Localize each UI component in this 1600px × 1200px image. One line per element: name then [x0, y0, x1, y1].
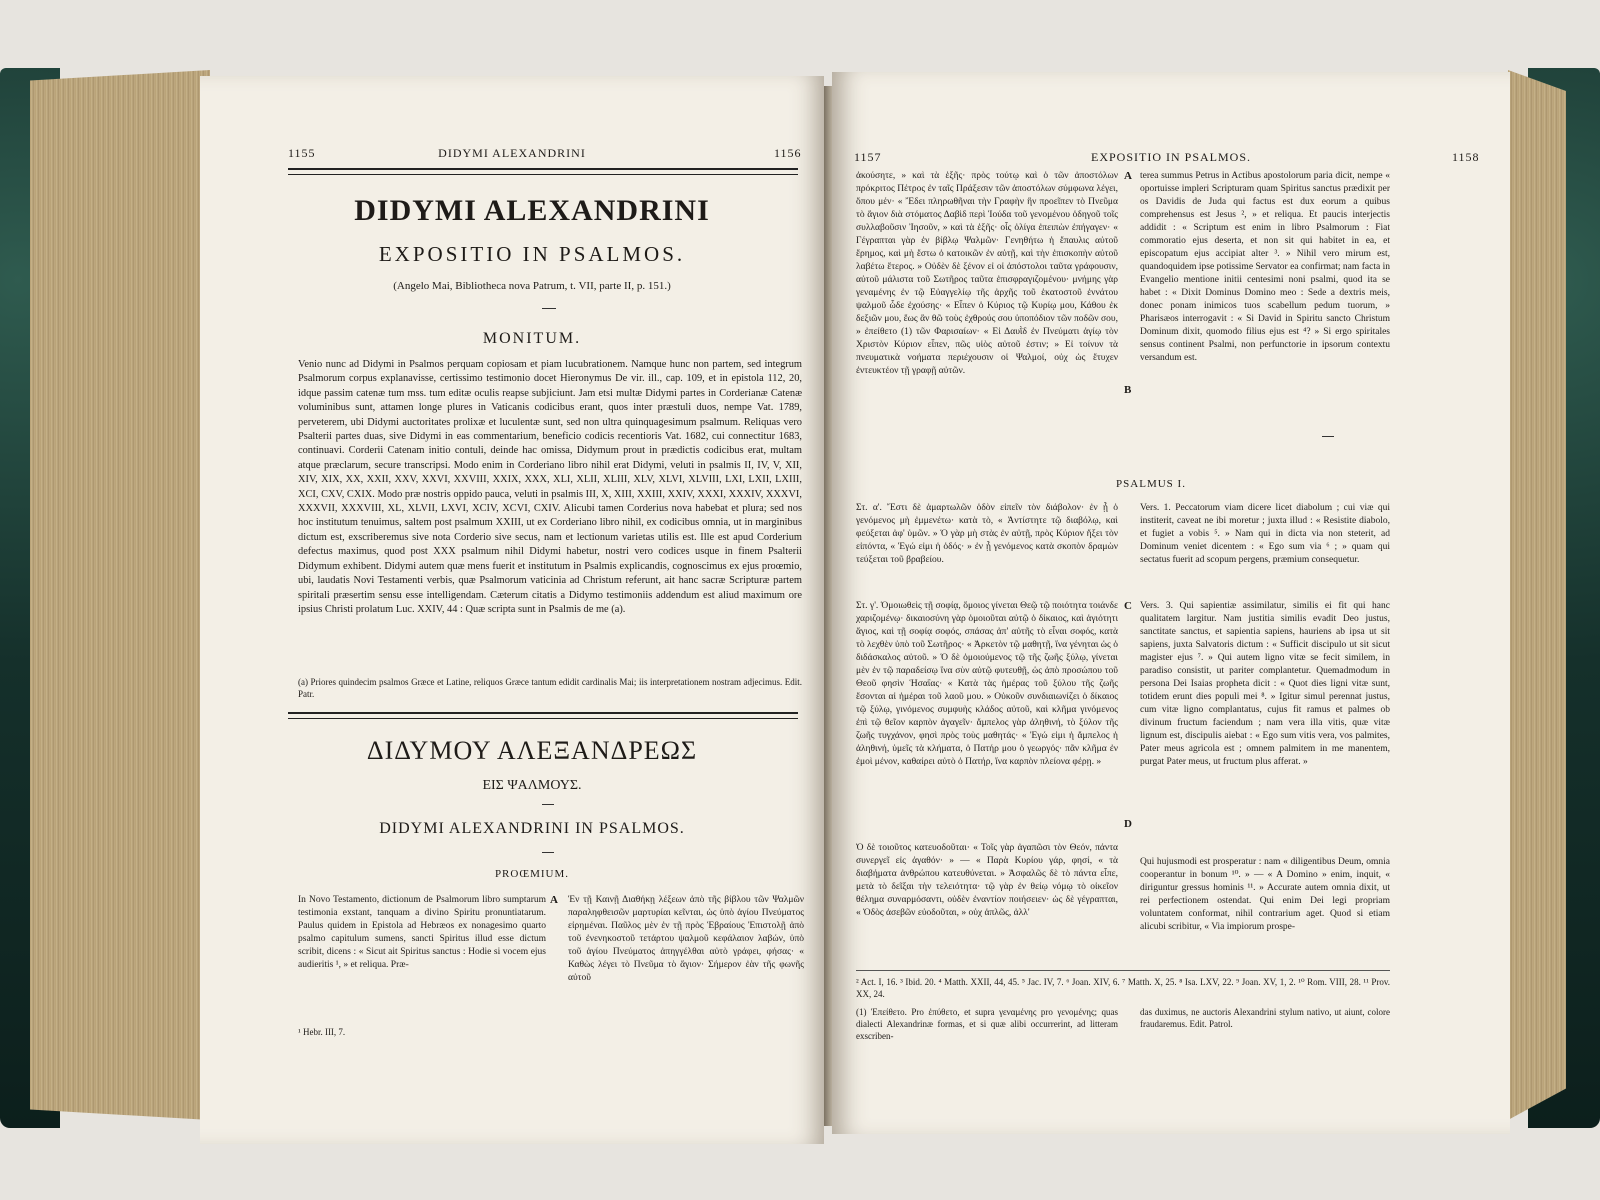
page-number-left: 1155 [288, 146, 316, 160]
right-page [832, 72, 1510, 1134]
latin-after-text: Qui hujusmodi est prosperatur : nam « diligentibus Deum, omnia cooperantur in bonum ¹⁰. » — « A Domino » enim, inquit, « diriguntur gressus hominis ¹¹. » Accurate autem omnia dixit, ut rei perfectionem ostendat. Qui enim Dei legi propriam voluntatem conformat, nihil contrarium aget. Quod si etiam alicubi scribitur, « Via impiorum prospe- [1140, 857, 1390, 932]
greek-top-text: ἀκούσητε, » καὶ τὰ ἑξῆς· πρὸς τούτῳ καὶ ὁ τῶν ἀποστόλων πρόκριτος Πέτρος ἐν ταῖς Πράξεσιν τῶν ἀποστόλων σύμφωνα λέγει, ὅπου μέν· « Ἔδει πληρωθῆναι τὴν Γραφὴν ἣν προεῖπεν τὸ Πνεῦμα τὸ ἅγιον διὰ στόματος Δαβὶδ περὶ Ἰούδα τοῦ γενομένου ὁδηγοῦ τοῖς συλλαβοῦσιν Ἰησοῦν, » καὶ τὰ ἑξῆς· οἷς ὀλίγα ἐπειπὼν ἐπήγαγεν· « Γέγραπται γὰρ ἐν βίβλῳ Ψαλμῶν· Γενηθήτω ἡ ἔπαυλις αὐτοῦ ἔρημος, καὶ μὴ ἔστω ὁ κατοικῶν ἐν αὐτῇ, καὶ τὴν ἐπισκοπὴν αὐτοῦ λαβέτω ἕτερος. » Οὐδὲν δὲ ξένον εἰ οἱ ἀπόστολοι ταῦτα γράφουσιν, αὐτοῦ μάλιστα τοῦ Σωτῆρος ταῦτα ἐπισφραγιζομένου· μνήμης γὰρ γεναμένης ἐν τῷ Εὐαγγελίῳ τῆς ἀρχῆς τοῦ ἑκατοστοῦ ἐννάτου ψαλμοῦ ὧδε ἐχούσης· « Εἶπεν ὁ Κύριος τῷ Κυρίῳ μου, Κάθου ἐκ δεξιῶν μου, ἕως ἂν θῶ τοὺς ἐχθρούς σου ὑποπόδιον τῶν ποδῶν σου, » ἐπείθετο (1) τῶν Φαρισαίων· « Εἰ Δαυῒδ ἐν Πνεύματι ἁγίῳ τὸν Χριστὸν Κύριον εἶπεν, πῶς υἱὸς αὐτοῦ ἐστιν; » Εἰ τοίνυν τὰ πνευματικὰ νοήματα περιέχουσιν οἱ Ψαλμοί, οὐχ ὡς ἔτυχεν ἐντευκτέον τῇ γραφῇ αὐτῶν. [856, 171, 1118, 376]
margin-letter-b: B [1124, 384, 1132, 396]
margin-letter-d: D [1124, 818, 1132, 830]
divider-dash [1322, 436, 1334, 437]
source-citation: (Angelo Mai, Bibliotheca nova Patrum, t. VII, parte II, p. 151.) [393, 280, 671, 292]
page-edges-right [1508, 70, 1566, 1120]
page-number-right: 1158 [1452, 150, 1480, 164]
running-title: DIDYMI ALEXANDRINI [438, 146, 586, 160]
prooemium-heading: PROŒMIUM. [494, 868, 570, 880]
bottom-note-right: das duximus, ne auctoris Alexandrini stylum nativo, ut aiunt, colore fraudaremus. Edit. Patrol. [1140, 1007, 1390, 1029]
psalm-heading: PSALMUS I. [1116, 478, 1186, 490]
greek-verse-1: Στ. α'. Ἔστι δὲ ἁμαρτωλῶν ὁδὸν εἰπεῖν τὸν διάβολον· ἐν ᾗ ὁ γενόμενος μὴ ἐμμενέτω· κατὰ τὸ, « Ἀντίστητε τῷ διαβόλῳ, καὶ φεύξεται ἀφ' ὑμῶν. » Ὁ γὰρ μὴ στὰς ἐν αὐτῇ, πρὸς Κύριον ἥξει τὸν εἰπόντα, « Ἐγώ εἰμι ἡ ὁδός· » ἐν ᾗ γενόμενος κατὰ σκοπὸν δραμὼν τεύξεται τοῦ βραβείου. [856, 503, 1118, 565]
page-edges-left [30, 70, 210, 1120]
prooemium-latin: In Novo Testamento, dictionum de Psalmorum libro sumptarum testimonia exstant, tanquam a divino Spiritu pronuntiatarum. Paulus quidem in Epistola ad Hebræos ex nonagesimo quarto psalmo capitulum sumens, sancti Spiritus illud esse dictum scribit, dicens : « Sicut ait Spiritus sanctus : Hodie si vocem ejus audieritis ¹, » et reliqua. Præ- [298, 895, 546, 970]
footnote-rule [856, 970, 1390, 971]
latin-title: DIDYMI ALEXANDRINI IN PSALMOS. [379, 820, 685, 837]
latin-verse-1: Vers. 1. Peccatorum viam dicere licet diabolum ; cui viæ qui institerit, caveat ne ibi moretur ; juxta illud : « Resistite diabolo, et fugiet a vobis ⁵. » Nam qui in dicta via non steterit, ad Dominum veniet dicentem : « Ego sum via ⁶ ; » quam qui sectatus fuerit ad scopum pergens, præmium consequetur. [1140, 503, 1390, 565]
main-subtitle: EXPOSITIO IN PSALMOS. [378, 242, 686, 266]
monitum-footnote: (a) Priores quindecim psalmos Græce et Latine, reliquos Græce tantum edidit cardinalis Mai; iis interpretationem nostram adjecimus. Edit. Patr. [298, 677, 802, 699]
section-rule [288, 712, 798, 719]
greek-title: ΔΙΔΥΜΟΥ ΑΛΕΞΑΝΔΡΕΩΣ [366, 736, 698, 765]
greek-after-text: Ὁ δὲ τοιοῦτος κατευοδοῦται· « Τοῖς γὰρ ἀγαπῶσι τὸν Θεόν, πάντα συνεργεῖ εἰς ἀγαθόν· » — « Παρὰ Κυρίου γάρ, φησί, « τὰ διαβήματα ἀνθρώπου κατευθύνεται. » Ἀσφαλῶς δὲ τὸ πάντα εἶπε, μετὰ τὸ δεῖξαι τὴν τελειότητα· τῷ γὰρ ἐν θείῳ νόμῳ τὸ οἰκεῖον θέλημα συναρμόσαντι, οὐδὲν ἐναντίον ποιήσειεν· ὡς δὲ γέγραπται, « Ὁδὸς ἀσεβῶν εὐοδοῦται, » οὐχ ἁπλῶς, ἀλλ' [856, 843, 1118, 918]
left-page [200, 76, 824, 1144]
margin-letter-a: A [1124, 170, 1132, 182]
page-number-left: 1157 [854, 150, 882, 164]
divider-dash [542, 852, 554, 853]
greek-subtitle: ΕΙΣ ΨΑΛΜΟΥΣ. [482, 778, 582, 793]
margin-letter-a: A [550, 894, 558, 906]
latin-verse-3: Vers. 3. Qui sapientiæ assimilatur, similis ei fit qui hanc qualitatem largitur. Nam justitia similis evadit Deo justus, sanctitate sanctus, et sapientia sapiens, hauriens ab ipsa ut sit sapiens, juxta Salvatoris dictum : « Sufficit discipulo ut sit sicut magister ejus ⁷. » Qui autem ligno vitæ se fecit similem, in paradiso consistit, ut pariter complantetur. Quemadmodum in persona Dei Isaias propheta dicit : « Quot dies ligni vitæ sunt, totidem erunt dies populi mei ⁸. » Igitur simul perennat justus, cum vitæ ligno complantatus, cujus fit ramus et palmes ob divinum fructum faciendum ; nam vera illa vitis, quæ vitæ lignum est, discipulis aiebat : « Ego sum vitis vera, vos palmites, Pater meus agricola est ; omnem palmitem in me manentem, purgat Pater meus, ut fructum plus afferat. » [1140, 601, 1390, 767]
header-rule [288, 168, 798, 175]
footnotes: ² Act. I, 16. ³ Ibid. 20. ⁴ Matth. XXII, 44, 45. ⁵ Jac. IV, 7. ⁶ Joan. XIV, 6. ⁷ Matth. X, 25. ⁸ Isa. LXV, 22. ⁹ Joan. XV, 1, 2. ¹⁰ Rom. VIII, 28. ¹¹ Prov. XX, 24. [856, 977, 1390, 999]
greek-verse-3: Στ. γ'. Ὁμοιωθεὶς τῇ σοφίᾳ, ὅμοιος γίνεται Θεῷ τῷ ποιότητα τοιάνδε χαριζομένῳ· δικαιοσύνη γὰρ ὁμοιοῦται αὐτῷ ὁ δίκαιος, καὶ ἁγιότητι ἅγιος, καὶ τῇ σοφίᾳ σοφός, σπάσας ἀπ' αὐτῆς τὸ εἶναι σοφός, κατὰ τὸ λεχθὲν ὑπὸ τοῦ Σωτῆρος· « Ἀρκετὸν τῷ μαθητῇ, ἵνα γένηται ὡς ὁ διδάσκαλος αὐτοῦ. » Ὁ δὲ ὁμοιούμενος τῷ τῆς ζωῆς ξύλῳ, γίνεται μὲν ἐν τῷ παραδείσῳ ἵνα σὺν αὐτῷ φυτευθῇ, ὡς ἀπὸ προσώπου τοῦ Θεοῦ φησὶν Ἡσαΐας· « Κατὰ τὰς ἡμέρας τοῦ ξύλου τῆς ζωῆς ἔσονται αἱ ἡμέραι τοῦ λαοῦ μου. » Οὐκοῦν συνδιαιωνίζει ὁ δίκαιος τῷ ξύλῳ, γινόμενος συμφυὴς κλάδος αὐτοῦ, καὶ κλῆμα γινόμενος ἐπὶ τῷ θεῖον καρπὸν ἀγαγεῖν· ἄμπελος γὰρ ἀληθινή, τὸ ξύλον τῆς ζωῆς τυγχάνον, φησὶ πρὸς τοὺς μαθητάς· « Ἐγώ εἰμι ἡ ἄμπελος ἡ ἀληθινή, ὑμεῖς τὰ κλήματα, ὁ Πατήρ μου ὁ γεωργός· πᾶν κλῆμα ἐν ἐμοὶ μένον, καθαίρει αὐτὸ ὁ Πατήρ, ἵνα καρπὸν πλείονα φέρῃ. » [856, 601, 1118, 767]
main-title: DIDYMI ALEXANDRINI [354, 194, 710, 227]
margin-letter-c: C [1124, 600, 1132, 612]
monitum-text: Venio nunc ad Didymi in Psalmos perquam copiosam et piam lucubrationem. Namque hunc non partem, sed integrum Psalmorum corpus explanavisse, certissimo testimonio docet Hieronymus De vir. ill., cap. 109, et in epistola 112, 20, idque passim catenæ tum mss. tum editæ oculis reapse subjiciunt. Jam etsi multæ Didymi partes in Corderianæ Catenæ voluminibus sunt, attamen longe plures in Vaticanis codicibus erant, quos inter præstuli duos, nempe Vat. 1789, perveterem, ubi Didymi auctoritates prolixæ et luculentæ sunt, sed non ultra quinquagesimum psalmum. Reliquas vero Psalterii partes duas, sive Didymi in eas commentarium, beneficio codicis recentioris Vat. 1682, cui connectitur 1683, continuavi. Corderii Catenam initio contuli, deinde hac omissa, Didymum prout in prædictis codicibus erat, multam atque præclarum, secure transcripsi. Modo enim in Corderiano libro nihil erat Didymi, veluti in psalmis II, IV, V, XII, XIV, XIX, XX, XXII, XXV, XXVI, XXVIII, XXIX, XXX, XLI, XLII, XLIII, XLV, XLVI, XLVIII, LXI, LXII, LXIII, XCI, CXV, CXIX. Modo præ nostris oppido pauca, veluti in psalmis III, X, XIII, XXIII, XXIV, XXXI, XXXIV, XXXVI, XXXVII, XXXVIII, XL, XLVII, LXVI, XCIV, XCVI, CXIV. Alicubi tamen Corderius nova habebat et plura; sed nos hoc institutum tenuimus, saltem post psalmum XXIII, ut ex Corderiano libro nihil, ex codicibus omnia, ut in marginibus dictum est, exscriberemus sive nota Corderio sive secus, nam et lectionum varietas utilis est. Ille est apud Corderium defectus maximus, quod post XXX psalmum nihil Didymi habetur, nostri vero codices usque in finem Psalterii Didymum exhibent. Didymi autem quæ mens fuerit et institutum in Psalmis explicandis, cognoscimus ex ejus proœmio, ubi, laudatis Novi Testamenti verbis, quæ Psalmorum vaticinia ad Christum referunt, ait hanc sacræ Scripturæ partem spiritali præsertim sensu esse intelligendam. Cæterum citatis a Didymo testimoniis addendum est aliud maximum ore ipsius Christi prolatum Luc. XXIV, 44 : Quæ scripta sunt in Psalmis de me (a). [298, 359, 802, 615]
prooemium-greek: Ἐν τῇ Καινῇ Διαθήκῃ λέξεων ἀπὸ τῆς βίβλου τῶν Ψαλμῶν παραληφθεισῶν μαρτυρίαι κεῖνται, ὡς ὑπὸ ἁγίου Πνεύματος εἰρημέναι. Παῦλος μὲν ἐν τῇ πρὸς Ἑβραίους Ἐπιστολῇ ἀπὸ τοῦ ἐνενηκοστοῦ τετάρτου ψαλμοῦ κεφάλαιον λαβών, ὑπὸ τοῦ ἁγίου Πνεύματος ἀπηγγέλθαι αὐτὸ γράφει, φήσας· « Καθὼς λέγει τὸ Πνεῦμα τὸ ἅγιον· Σήμερον ἐὰν τῆς φωνῆς αὐτοῦ [568, 895, 804, 983]
prooemium-footnote: ¹ Hebr. III, 7. [298, 1027, 346, 1037]
divider-dash [542, 804, 554, 805]
page-number-right: 1156 [774, 146, 802, 160]
running-title: EXPOSITIO IN PSALMOS. [1090, 150, 1251, 164]
monitum-heading: MONITUM. [482, 330, 582, 347]
latin-top-text: terea summus Petrus in Actibus apostolorum paria dicit, nempe « oportuisse impleri Scripturam quam Spiritus sanctus prædixit per os Davidis de Juda qui factus est dux eorum a quibus comprehensus est Jesus ², » et reliqua. Et paucis interjectis addidit : « Scriptum est enim in libro Psalmorum : Fiat commoratio ejus deserta, et non sit qui habitet in ea, et episcopatum ejus accipiat alter ³. » Nihil vero mirum est, quandoquidem ipse potissime Servator ea confirmat; nam facta in Evangelio mentione initii centesimi noni psalmi, quod ita se habet : « Dixit Dominus Domino meo : Sede a dextris meis, donec ponam inimicos tuos scabellum pedum tuorum, » Pharisæos interrogavit : « Si David in Spiritu sancto Christum Dominum dixit, quomodo filius ejus est ⁴? » Si ergo spiritales sensus continent Psalmi, non perfunctorie in ipsorum contextu versandum est. [1140, 171, 1390, 363]
bottom-note-left: (1) Ἐπείθετο. Pro ἐπύθετο, et supra γεναμένης pro γενομένης; quas dialecti Alexandrinæ formas, et si quæ alibi occurrerint, ad litteram exscriben- [856, 1007, 1118, 1041]
divider-dash [542, 308, 556, 309]
